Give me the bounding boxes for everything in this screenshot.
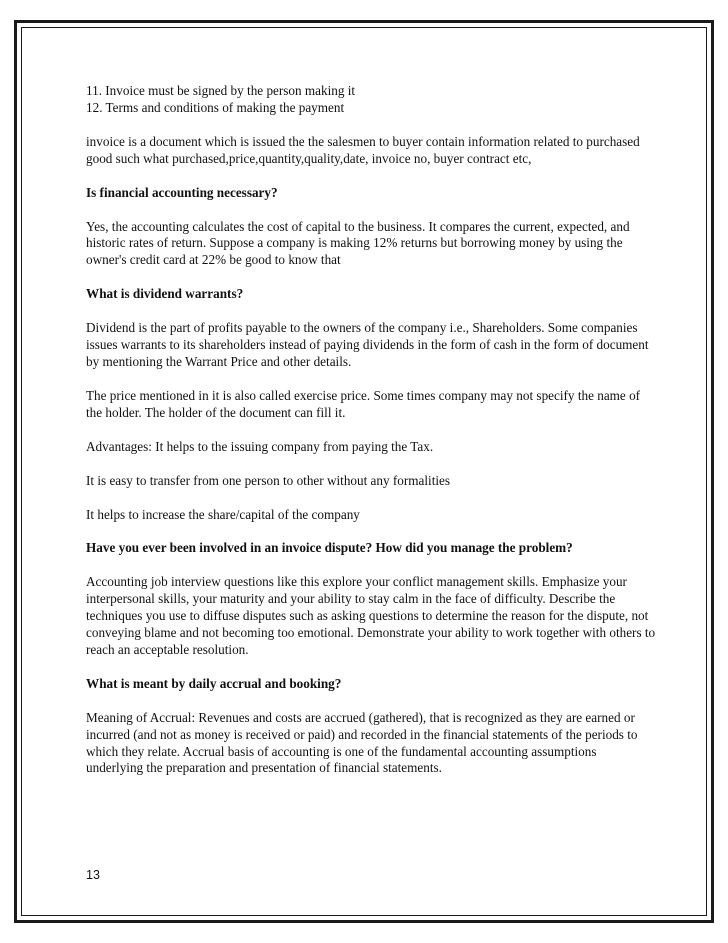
list-item: 11. Invoice must be signed by the person making it bbox=[86, 83, 356, 98]
answer-paragraph: It is easy to transfer from one person to other without any formalities bbox=[86, 472, 451, 488]
question-heading: Have you ever been involved in an invoice dispute? How did you manage the problem? bbox=[86, 540, 573, 556]
invoice-definition: invoice is a document which is issued the the salesmen to buyer contain information related to purchased good such what purchased,price,quantity,quality,date, invoice no, buyer contract etc, bbox=[86, 133, 640, 166]
document-body bbox=[86, 83, 656, 794]
answer-paragraph: Meaning of Accrual: Revenues and costs are accrued (gathered), that is recognized as they are earned or incurred (and not as money is received or paid) and recorded in the financial statements of the periods to which they relate. Accrual basis of accounting is one of the fundamental accounting assumptions underlying the preparation and presentation of financial statements. bbox=[86, 709, 638, 776]
question-heading: What is meant by daily accrual and booking? bbox=[86, 675, 342, 691]
answer-paragraph: Dividend is the part of profits payable to the owners of the company i.e., Shareholders. Some companies issues warrants to its shareholders instead of paying dividends in the form of cash in the form of document by mentioning the Warrant Price and other details. bbox=[86, 320, 649, 369]
answer-paragraph: Yes, the accounting calculates the cost of capital to the business. It compares the current, expected, and historic rates of return. Suppose a company is making 12% returns but borrowing money by using the owner's credit card at 22% be good to know that bbox=[86, 218, 630, 268]
answer-paragraph: Accounting job interview questions like this explore your conflict management skills. Emphasize your interpersonal skills, your maturity and your ability to stay calm in the face of difficulty. Describe the techniques you use to diffuse disputes such as asking questions to determine the reason for the dispute, not conveying blame and not becoming too emotional. Demonstrate your ability to work together with others to reach an acceptable resolution. bbox=[86, 574, 656, 657]
question-heading: What is dividend warrants? bbox=[86, 286, 244, 302]
answer-paragraph: The price mentioned in it is also called exercise price. Some times company may not specify the name of the holder. The holder of the document can fill it. bbox=[86, 387, 641, 420]
question-heading: Is financial accounting necessary? bbox=[86, 184, 278, 200]
answer-paragraph: Advantages: It helps to the issuing company from paying the Tax. bbox=[86, 438, 434, 454]
answer-paragraph: It helps to increase the share/capital of the company bbox=[86, 506, 360, 522]
page-number: 13 bbox=[86, 868, 100, 882]
list-item: 12. Terms and conditions of making the payment bbox=[86, 99, 345, 115]
